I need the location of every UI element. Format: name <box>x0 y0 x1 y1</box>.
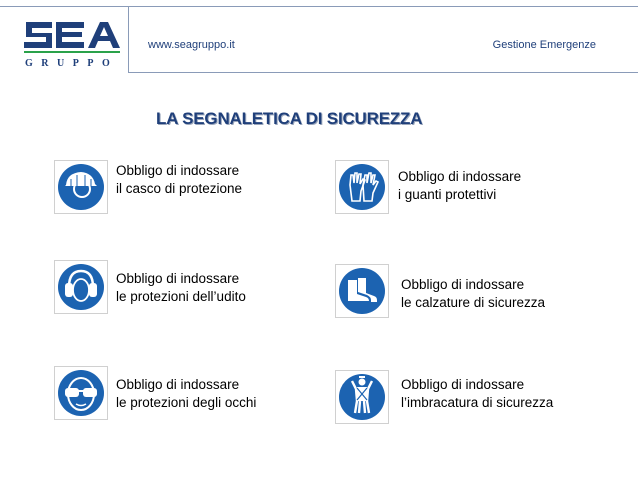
caption-line1: Obbligo di indossare <box>398 169 522 184</box>
eye-protection-sign <box>54 366 108 420</box>
caption-line1: Obbligo di indossare <box>116 377 240 392</box>
logo-subtitle: GRUPPO <box>25 58 119 69</box>
safety-boots-caption <box>401 276 545 312</box>
sea-gruppo-logo <box>22 16 122 70</box>
safety-boots-icon <box>338 267 386 315</box>
caption-line2: le calzature di sicurezza <box>401 295 546 310</box>
safety-harness-caption <box>401 376 553 412</box>
ear-protection-icon <box>57 263 105 311</box>
safety-harness-sign <box>335 370 389 424</box>
caption-line2: le protezioni dell’udito <box>116 289 246 304</box>
caption-line1: Obbligo di indossare <box>401 277 525 292</box>
helmet-icon <box>57 163 105 211</box>
page-title: LA SEGNALETICA DI SICUREZZA <box>156 109 423 128</box>
gloves-sign <box>335 160 389 214</box>
caption-line2: le protezioni degli occhi <box>116 395 257 410</box>
ear-protection-caption <box>116 270 246 306</box>
website-link[interactable]: www.seagruppo.it <box>148 39 235 51</box>
eye-protection-icon <box>57 369 105 417</box>
ear-protection-sign <box>54 260 108 314</box>
caption-line1: Obbligo di indossare <box>401 377 525 392</box>
safety-harness-icon <box>338 373 386 421</box>
caption-line1: Obbligo di indossare <box>116 163 240 178</box>
caption-line2: l’imbracatura di sicurezza <box>401 395 554 410</box>
helmet-caption <box>116 162 242 198</box>
caption-line2: il casco di protezione <box>116 181 243 196</box>
section-label: Gestione Emergenze <box>492 39 596 51</box>
caption-line1: Obbligo di indossare <box>116 271 240 286</box>
gloves-caption <box>398 168 521 204</box>
eye-protection-caption <box>116 376 256 412</box>
safety-boots-sign <box>335 264 389 318</box>
helmet-sign <box>54 160 108 214</box>
gloves-icon <box>338 163 386 211</box>
caption-line2: i guanti protettivi <box>398 187 497 202</box>
